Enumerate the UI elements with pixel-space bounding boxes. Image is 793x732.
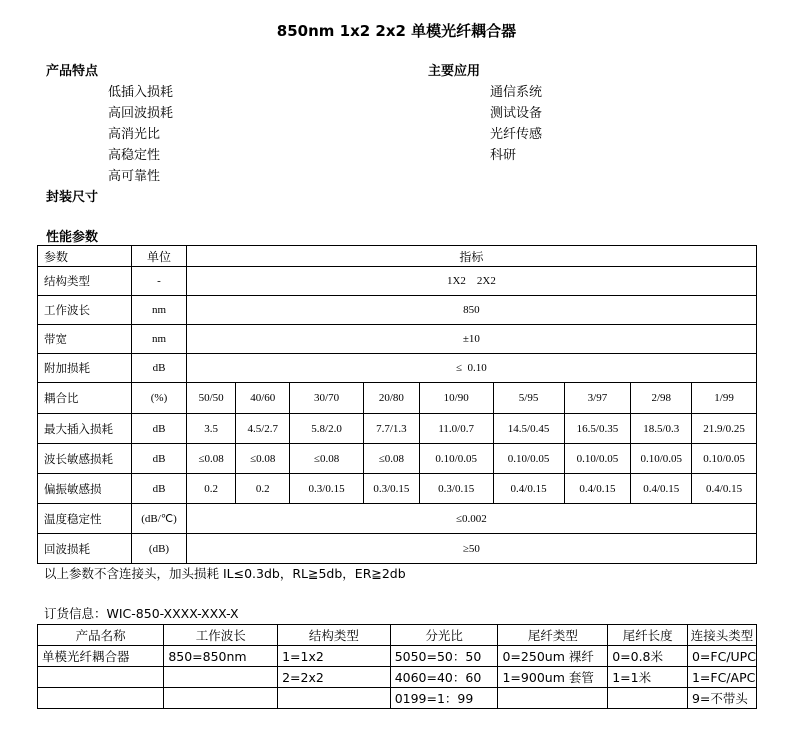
spec-label: 温度稳定性 <box>38 504 132 534</box>
order-header: 连接头类型 <box>687 625 756 646</box>
spec-unit: dB <box>132 414 187 444</box>
order-cell: 0199=1：99 <box>390 688 498 709</box>
spec-cell: 0.4/0.15 <box>631 474 692 504</box>
spec-value: ±10 <box>186 325 756 354</box>
spec-value: ≥50 <box>186 534 756 564</box>
spec-cell: 0.4/0.15 <box>493 474 564 504</box>
spec-row-excess-loss <box>38 354 757 383</box>
spec-row-temp <box>38 504 757 534</box>
order-cell: 850=850nm <box>164 646 278 667</box>
spec-header-row <box>38 246 757 267</box>
spec-label: 偏振敏感损 <box>38 474 132 504</box>
spec-unit: (%) <box>132 383 187 414</box>
spec-cell: 7.7/1.3 <box>364 414 420 444</box>
spec-row-pdl <box>38 474 757 504</box>
spec-cell: 30/70 <box>290 383 364 414</box>
order-cell: 1=900um 套管 <box>498 667 608 688</box>
order-cell: 0=0.8米 <box>608 646 688 667</box>
spec-cell: 16.5/0.35 <box>564 414 631 444</box>
spec-cell: 0.10/0.05 <box>419 444 493 474</box>
order-cell: 4060=40：60 <box>390 667 498 688</box>
order-header: 分光比 <box>390 625 498 646</box>
order-cell: 9=不带头 <box>687 688 756 709</box>
spec-cell: 2/98 <box>631 383 692 414</box>
spec-cell: 1/99 <box>692 383 757 414</box>
spec-row-wdl <box>38 444 757 474</box>
application-item: 科研 <box>490 148 517 163</box>
spec-header-unit: 单位 <box>132 246 187 267</box>
spec-cell: 0.3/0.15 <box>364 474 420 504</box>
spec-cell: 0.4/0.15 <box>564 474 631 504</box>
order-cell: 0=FC/UPC <box>687 646 756 667</box>
spec-label: 回波损耗 <box>38 534 132 564</box>
spec-cell: 5/95 <box>493 383 564 414</box>
order-cell <box>164 688 278 709</box>
feature-item: 高可靠性 <box>108 169 161 184</box>
order-table <box>37 624 757 709</box>
feature-item: 低插入损耗 <box>108 85 174 100</box>
feature-item: 高稳定性 <box>108 148 161 163</box>
order-row <box>38 646 757 667</box>
spec-cell: 14.5/0.45 <box>493 414 564 444</box>
order-cell <box>608 688 688 709</box>
spec-cell: 0.2 <box>186 474 236 504</box>
spec-header-param: 参数 <box>38 246 132 267</box>
order-header: 结构类型 <box>278 625 391 646</box>
spec-cell: 5.8/2.0 <box>290 414 364 444</box>
spec-cell: 0.10/0.05 <box>631 444 692 474</box>
package-heading: 封装尺寸 <box>46 190 99 205</box>
spec-row-coupling <box>38 383 757 414</box>
spec-cell: 4.5/2.7 <box>236 414 290 444</box>
order-cell: 1=1x2 <box>278 646 391 667</box>
order-cell: 0=250um 裸纤 <box>498 646 608 667</box>
order-cell: 2=2x2 <box>278 667 391 688</box>
spec-cell: 3.5 <box>186 414 236 444</box>
spec-cell: 21.9/0.25 <box>692 414 757 444</box>
order-cell <box>38 688 164 709</box>
application-item: 测试设备 <box>490 106 543 121</box>
spec-cell: 40/60 <box>236 383 290 414</box>
spec-unit: dB <box>132 444 187 474</box>
features-heading: 产品特点 <box>46 64 99 79</box>
spec-row-return-loss <box>38 534 757 564</box>
spec-cell: 3/97 <box>564 383 631 414</box>
order-info: 订货信息：WIC-850-XXXX-XXX-X <box>44 606 239 621</box>
spec-unit: (dB) <box>132 534 187 564</box>
spec-cell: 18.5/0.3 <box>631 414 692 444</box>
order-cell <box>278 688 391 709</box>
spec-cell: 10/90 <box>419 383 493 414</box>
spec-value: 850 <box>186 296 756 325</box>
spec-cell: 0.4/0.15 <box>692 474 757 504</box>
applications-heading: 主要应用 <box>428 64 481 79</box>
spec-label: 耦合比 <box>38 383 132 414</box>
spec-table <box>37 245 757 564</box>
application-item: 通信系统 <box>490 85 543 100</box>
order-cell <box>498 688 608 709</box>
spec-cell: 0.10/0.05 <box>692 444 757 474</box>
spec-note: 以上参数不含连接头，加头损耗 IL≤0.3db，RL≧5db，ER≧2db <box>44 566 406 581</box>
feature-item: 高消光比 <box>108 127 161 142</box>
spec-row-max-il <box>38 414 757 444</box>
spec-cell: ≤0.08 <box>186 444 236 474</box>
spec-header-value: 指标 <box>186 246 756 267</box>
spec-label: 结构类型 <box>38 267 132 296</box>
spec-cell: 0.2 <box>236 474 290 504</box>
performance-heading: 性能参数 <box>46 230 99 245</box>
spec-value: ≤ 0.10 <box>186 354 756 383</box>
spec-unit: dB <box>132 474 187 504</box>
spec-unit: dB <box>132 354 187 383</box>
spec-unit: nm <box>132 296 187 325</box>
order-cell: 1=FC/APC <box>687 667 756 688</box>
order-row <box>38 688 757 709</box>
order-header-row <box>38 625 757 646</box>
order-header: 工作波长 <box>164 625 278 646</box>
spec-row-wavelength <box>38 296 757 325</box>
spec-unit: - <box>132 267 187 296</box>
spec-cell: 0.10/0.05 <box>564 444 631 474</box>
spec-cell: 20/80 <box>364 383 420 414</box>
spec-cell: 0.10/0.05 <box>493 444 564 474</box>
spec-cell: ≤0.08 <box>290 444 364 474</box>
spec-unit: (dB/℃) <box>132 504 187 534</box>
order-cell <box>164 667 278 688</box>
order-row <box>38 667 757 688</box>
spec-cell: 0.3/0.15 <box>290 474 364 504</box>
spec-cell: 11.0/0.7 <box>419 414 493 444</box>
spec-label: 附加损耗 <box>38 354 132 383</box>
spec-cell: ≤0.08 <box>236 444 290 474</box>
feature-item: 高回波损耗 <box>108 106 174 121</box>
order-cell: 1=1米 <box>608 667 688 688</box>
spec-label: 带宽 <box>38 325 132 354</box>
spec-label: 工作波长 <box>38 296 132 325</box>
order-header: 尾纤长度 <box>608 625 688 646</box>
spec-row-bandwidth <box>38 325 757 354</box>
spec-cell: ≤0.08 <box>364 444 420 474</box>
order-cell <box>38 667 164 688</box>
spec-row-structure <box>38 267 757 296</box>
order-header: 产品名称 <box>38 625 164 646</box>
spec-label: 波长敏感损耗 <box>38 444 132 474</box>
spec-value: ≤0.002 <box>186 504 756 534</box>
order-cell: 单模光纤耦合器 <box>38 646 164 667</box>
order-cell: 5050=50：50 <box>390 646 498 667</box>
page-title: 850nm 1x2 2x2 单模光纤耦合器 <box>276 22 517 40</box>
spec-cell: 50/50 <box>186 383 236 414</box>
spec-label: 最大插入损耗 <box>38 414 132 444</box>
spec-unit: nm <box>132 325 187 354</box>
spec-value: 1X2 2X2 <box>186 267 756 296</box>
application-item: 光纤传感 <box>490 127 543 142</box>
order-header: 尾纤类型 <box>498 625 608 646</box>
spec-cell: 0.3/0.15 <box>419 474 493 504</box>
